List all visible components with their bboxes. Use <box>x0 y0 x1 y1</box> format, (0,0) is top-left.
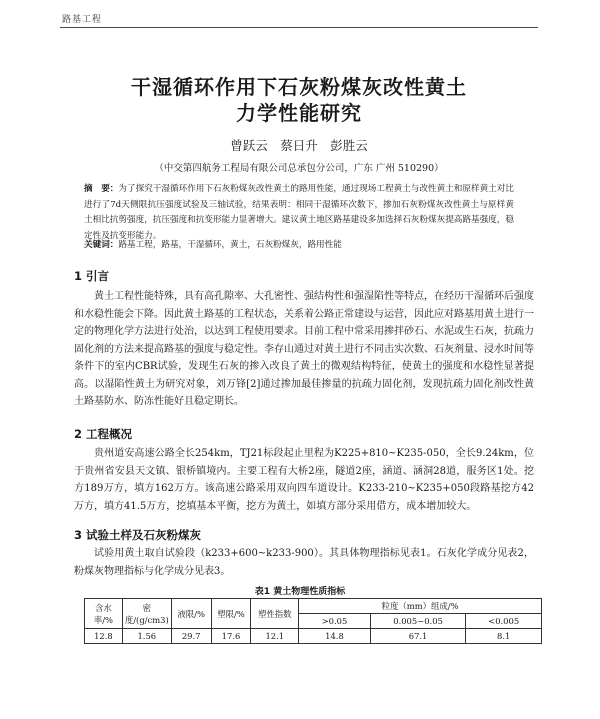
journal-header: 路基工程 <box>62 15 103 25</box>
cell-coarse: 14.8 <box>299 629 371 644</box>
table-caption: 表1 黄土物理性质指标 <box>254 587 346 597</box>
section-body-intro: 黄土工程性能特殊，具有高孔隙率、大孔密性、强结构性和强湿陷性等特点，在经历干湿循环后强度和水稳性能会下降。因此黄土路基的工程状态，关系着公路正常建设与运营，因此应对路基用黄土进行一定的物理化学方法进行处治，以达到工程使用要求。目前工程中常采用掺拌砂石、水泥或生石灰，抗疏力固化剂的方法来提高路基的强度与稳定性。李存山通过对黄土进行不同击实次数、石灰剂量、浸水时间等条件下的室内CBR试验，发现生石灰的掺入改良了黄土的微观结构特征，使黄土的强度和水稳性显著提高。以湿陷性黄土为研究对象，刘万锋[2]通过掺加最佳掺量的抗疏力固化剂，发现抗疏力固化剂改性黄土路基防水、防冻性能好且稳定期长。 <box>74 291 534 407</box>
section-heading-intro: 1 引言 <box>74 269 110 283</box>
cell-density: 1.56 <box>122 629 171 644</box>
header-moisture: 含水率/% <box>85 599 123 629</box>
cell-fine: 8.1 <box>466 629 542 644</box>
abstract <box>84 182 514 244</box>
title-line-1: 干湿循环作用下石灰粉煤灰改性黄土 <box>131 75 467 99</box>
authors: 曾跃云 蔡日升 彭胜云 <box>230 138 368 153</box>
abstract-label: 摘 要： <box>84 184 119 194</box>
section-heading-project: 2 工程概况 <box>74 427 133 441</box>
abstract-text: 为了探究干湿循环作用下石灰粉煤灰改性黄土的路用性能，通过现场工程黄土与改性黄土和原样黄土对比进行了7d天侧限抗压强度试验及三轴试验，结果表明：相同干湿循环次数下，掺加石灰粉煤灰改性黄土与原样黄土相比抗剪强度，抗压强度和抗变形能力显著增大。建议黄土地区路基建设多加选择石灰粉煤灰提高路基强度，稳定性及抗变形能力。 <box>84 184 514 241</box>
subheader-fine: <0.005 <box>466 614 542 629</box>
header-rule <box>60 27 538 28</box>
keywords-label: 关键词： <box>84 240 119 250</box>
subheader-coarse: >0.05 <box>299 614 371 629</box>
cell-liquid-limit: 29.7 <box>171 629 211 644</box>
header-plastic-limit: 塑限/% <box>211 599 251 629</box>
cell-plasticity-index: 12.1 <box>251 629 299 644</box>
header-density: 密度/(g/cm3) <box>122 599 171 629</box>
cell-medium: 67.1 <box>370 629 466 644</box>
keywords-text: 路基工程，路基，干湿循环，黄土，石灰粉煤灰，路用性能 <box>118 240 342 250</box>
cell-moisture: 12.8 <box>85 629 123 644</box>
header-plasticity-index: 塑性指数 <box>251 599 299 629</box>
title-line-2: 力学性能研究 <box>236 101 362 125</box>
table-row <box>85 629 542 644</box>
section-body-materials: 试验用黄土取自试验段（k233+600~k233-900）。其具体物理指标见表1。石灰化学成分见表2，粉煤灰物理指标与化学成分见表3。 <box>74 548 534 577</box>
affiliation: （中交第四航务工程局有限公司总承包分公司，广东 广州 510290） <box>154 163 444 174</box>
keywords <box>84 238 514 252</box>
section-heading-materials: 3 试验土样及石灰粉煤灰 <box>74 528 202 542</box>
subheader-medium: 0.005~0.05 <box>370 614 466 629</box>
header-liquid-limit: 液限/% <box>171 599 211 629</box>
section-body-project: 贵州道安高速公路全长254km，TJ21标段起止里程为K225+810~K235-050，全长9.24km，位于贵州省安县天文镇、银桥镇境内。主要工程有大桥2座，隧道2座，涵道、涵洞28道，服务区1处。挖方189万方，填方162万方。该高速公路采用双向四车道设计。K233-210~K235+050段路基挖方42万方，填方41.5万方，挖填基本平衡，挖方为黄土，如填方部分采用借方，成本增加较大。 <box>74 448 534 512</box>
loess-properties-table <box>84 598 542 644</box>
paper-title <box>60 74 538 126</box>
header-grain-size: 粒度（mm）组成/% <box>299 599 542 614</box>
cell-plastic-limit: 17.6 <box>211 629 251 644</box>
